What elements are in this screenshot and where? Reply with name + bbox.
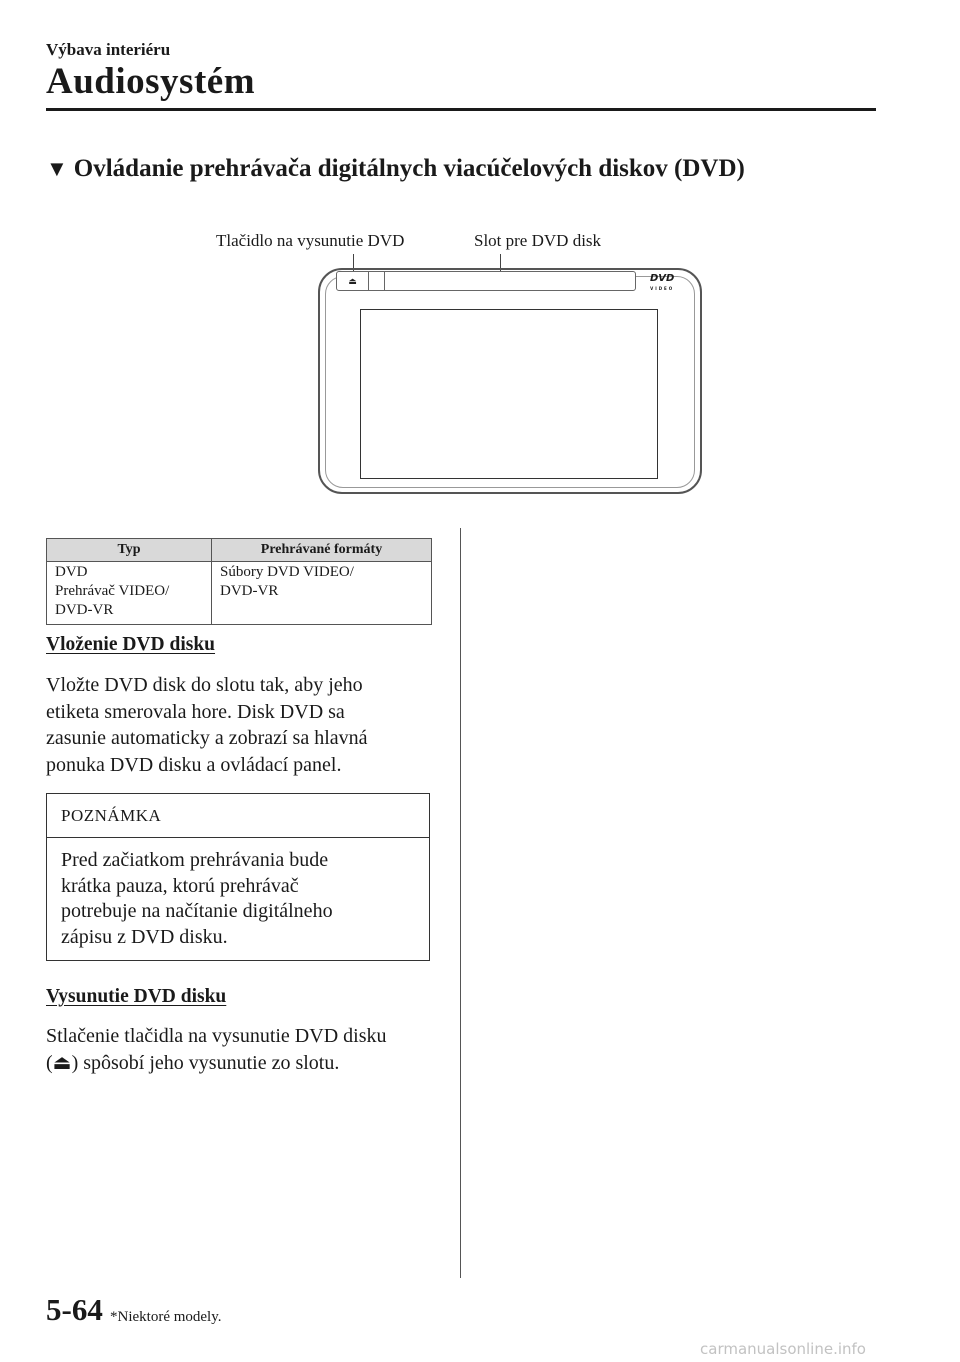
paragraph-line: Stlačenie tlačidla na vysunutie DVD disku bbox=[46, 1025, 387, 1047]
note-body bbox=[61, 848, 421, 950]
insert-paragraph bbox=[46, 672, 446, 778]
title-rule bbox=[46, 108, 876, 111]
table-header-type: Typ bbox=[47, 539, 212, 562]
note-line: Pred začiatkom prehrávania bude bbox=[61, 849, 329, 871]
table-header-row bbox=[47, 539, 432, 562]
disc-slot bbox=[336, 271, 636, 291]
note-line: potrebuje na načítanie digitálneho bbox=[61, 900, 333, 922]
eject-button-icon: ⏏ bbox=[337, 272, 369, 290]
table-cell-formats bbox=[212, 562, 432, 625]
note-line: krátka pauza, ktorú prehrávač bbox=[61, 874, 299, 897]
formats-table bbox=[46, 538, 432, 625]
paragraph-text: ) spôsobí jeho vysunutie zo slotu. bbox=[71, 1051, 340, 1074]
paragraph-line: ponuka DVD disku a ovládací panel. bbox=[46, 753, 342, 776]
eject-paragraph bbox=[46, 1023, 466, 1076]
section-heading bbox=[46, 155, 745, 183]
callout-eject-label: Tlačidlo na vysunutie DVD bbox=[216, 231, 405, 250]
cell-line: Prehrávač VIDEO/ bbox=[55, 583, 170, 599]
table-row bbox=[47, 562, 432, 625]
page-title: Audiosystém bbox=[46, 61, 256, 102]
paragraph-line: zasunie automaticky a zobrazí sa hlavná bbox=[46, 727, 368, 749]
table-cell-type bbox=[47, 562, 212, 625]
table-header-formats: Prehrávané formáty bbox=[212, 539, 432, 562]
cell-line: DVD bbox=[55, 564, 88, 580]
paren-open: ( bbox=[46, 1051, 53, 1074]
section-heading-text: Ovládanie prehrávača digitálnych viacúčelových diskov (DVD) bbox=[73, 155, 745, 182]
note-label: POZNÁMKA bbox=[46, 793, 430, 838]
page-number: 5-64 bbox=[46, 1292, 103, 1327]
paragraph-line: etiketa smerovala hore. Disk DVD sa bbox=[46, 700, 345, 723]
column-divider bbox=[460, 528, 461, 1278]
cell-line: Súbory DVD VIDEO/ bbox=[220, 564, 354, 580]
cell-line: DVD-VR bbox=[220, 583, 279, 599]
watermark: carmanualsonline.info bbox=[700, 1340, 866, 1358]
paragraph-line bbox=[46, 1050, 466, 1077]
device-screen bbox=[360, 309, 658, 479]
eject-icon: ⏏ bbox=[52, 1051, 72, 1074]
dvd-logo-subtext: VIDEO bbox=[650, 286, 675, 291]
note-line: zápisu z DVD disku. bbox=[61, 925, 228, 948]
slot-divider bbox=[384, 272, 385, 290]
triangle-marker-icon: ▼ bbox=[46, 156, 68, 181]
chapter-kicker: Výbava interiéru bbox=[46, 40, 171, 59]
paragraph-line: Vložte DVD disk do slotu tak, aby jeho bbox=[46, 674, 363, 696]
dvd-logo bbox=[650, 274, 674, 294]
cell-line: DVD-VR bbox=[55, 602, 114, 618]
dvd-logo-text: DVD bbox=[650, 273, 675, 284]
footnote: *Niektoré modely. bbox=[110, 1309, 222, 1325]
callout-slot-label: Slot pre DVD disk bbox=[474, 231, 602, 250]
insert-heading: Vloženie DVD disku bbox=[46, 634, 216, 655]
eject-heading: Vysunutie DVD disku bbox=[46, 986, 227, 1007]
